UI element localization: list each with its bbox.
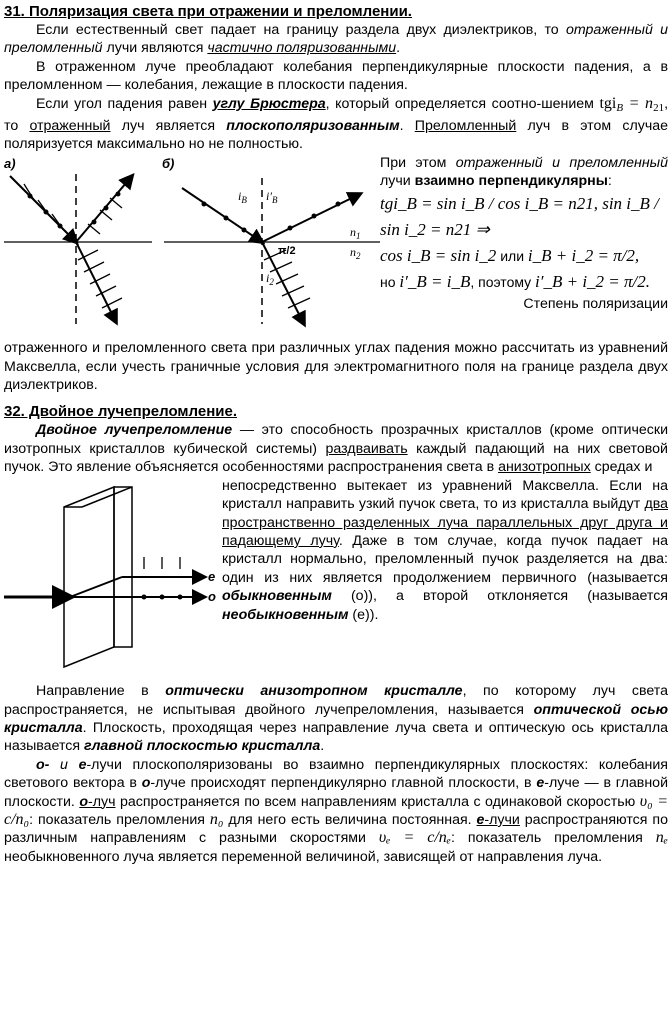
- formula-2: cos i_B = sin i_2 или i_B + i_2 = π/2,: [380, 245, 640, 265]
- s32-para-2: Направление в оптически анизотропном кристалле, по которому луч света распространяется, не испытывая двойного лучепреломления, называется оптической осью кристалла. Плоскость, проходящая через направление луча света и оптическую ось кристалла называется главной плоскостью кристалла.: [4, 683, 668, 755]
- e-ray-label: e: [208, 568, 216, 584]
- birefringence-diagram: [4, 477, 222, 677]
- s32-para-3: о- и е-лучи плоскополяризованы во взаимно перпендикулярных плоскостях: колебания светового вектора в о-луче происходят перпендикулярно главной плоскости, в е-луче — в главной плоскости. о-луч распространяется по всем направлениям кристалла с одинаковой скоростью υ₀ = c/n₀: показатель преломления n₀ для него есть величина постоянная. е-лучи распространяются по различным направлениям с разными скоростями υₑ = c/nₑ: показатель преломления nₑ необыкновенного луча является переменной величиной, зависящей от направления луча.: [4, 756, 669, 865]
- s32-side-para: непосредственно вытекает из уравнений Максвелла. Если на кристалл направить узкий пучок света, то из кристалла выйдут два пространственно разделенных луча параллельных друг друга и падающему лучу. Даже в том случае, когда пучок падает на кристалл нормально, преломленный пучок разделяется на два: один из них является продолжением первичного (называется обыкновенным (о)), а второй отклоняется (называется необыкновенным (е)).: [222, 477, 668, 623]
- s31-figure-row: [4, 154, 668, 339]
- brewster-figure: [4, 154, 380, 339]
- n2-label: $n_2$: [350, 244, 361, 261]
- angle-iB-prime-label: $i'_B$: [266, 188, 278, 205]
- n1-label: $n_1$: [350, 224, 361, 241]
- formula-3: но i′_B = i_B, поэтому i′_B + i_2 = π/2.: [380, 271, 651, 291]
- diagram-b: [164, 178, 380, 324]
- formula-1: tgi_B = sin i_B / cos i_B = n21, sin i_B / sin i_2 = n21 ⇒: [380, 193, 659, 239]
- o-ray-label: o: [208, 588, 216, 604]
- diagram-a: [4, 174, 152, 324]
- section-32-heading: 32. Двойное лучепреломление.: [4, 403, 237, 421]
- degree-label: Степень поляризации: [523, 295, 668, 312]
- angle-iB-label: $i_B$: [238, 188, 247, 205]
- s32-figure-row: [4, 477, 668, 682]
- brewster-diagram: [4, 154, 380, 334]
- s31-para-1: Если естественный свет падает на границу раздела двух диэлектриков, то отраженный и преломленный лучи являются частично поляризованными.: [4, 22, 668, 57]
- fig-b-label: б): [162, 155, 175, 171]
- s31-side-text: [380, 154, 668, 339]
- side-perpendicular-text: При этом отраженный и преломленный лучи взаимно перпендикулярны:: [380, 154, 668, 190]
- right-angle-label: π/2: [278, 244, 296, 257]
- s32-side-text: [222, 477, 668, 682]
- birefringence-figure: [4, 477, 222, 682]
- fig-a-label: а): [4, 155, 16, 171]
- section-31-heading: 31. Поляризация света при отражении и преломлении.: [4, 3, 412, 20]
- s31-para-2: В отраженном луче преобладают колебания перпендикулярные плоскости падения, а в преломленном — колебания, лежащие в плоскости падения.: [4, 58, 668, 94]
- s31-para-3: Если угол падения равен углу Брюстера, который определяется соотно-шением $tgi_B = n_{21}$, то отраженный луч является плоскополяризованным. Преломленный луч в этом случае поляризуется максимально но не полностью.: [4, 94, 669, 153]
- angle-i2-label: $i_2$: [266, 270, 274, 287]
- s32-para-1: Двойное лучепреломление — это способность прозрачных кристаллов (кроме оптически изотропных кристаллов кубической системы) раздваивать каждый падающий на них световой пучок. Это явление объясняется особенностями распространения света в анизотропных средах и: [4, 422, 668, 476]
- s31-para-4: отраженного и преломленного света при различных углах падения можно рассчитать из уравнений Максвелла, если учесть граничные условия для электромагнитного поля на границе раздела двух диэлектриков.: [4, 340, 668, 394]
